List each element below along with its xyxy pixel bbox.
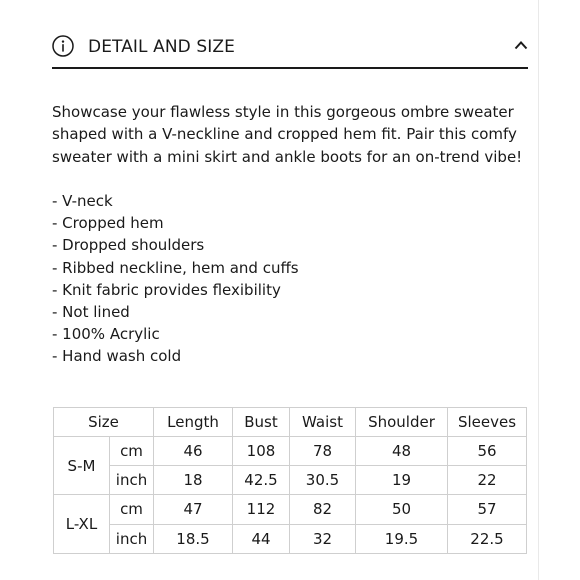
table-cell: 18: [154, 466, 233, 495]
section-title: DETAIL AND SIZE: [88, 37, 235, 57]
header-divider: [52, 67, 528, 69]
size-chart-table: [53, 407, 527, 554]
column-header-shoulder: Shoulder: [356, 408, 448, 437]
detail-size-accordion-header[interactable]: [52, 32, 528, 68]
column-header-waist: Waist: [290, 408, 356, 437]
unit-label: inch: [110, 524, 154, 553]
table-cell: 112: [233, 495, 290, 524]
table-cell: 56: [448, 437, 527, 466]
column-header-length: Length: [154, 408, 233, 437]
unit-label: cm: [110, 495, 154, 524]
feature-item: - Hand wash cold: [52, 347, 182, 366]
feature-list: [52, 190, 299, 368]
table-cell: 32: [290, 524, 356, 553]
table-cell: 22.5: [448, 524, 527, 553]
feature-item: - V-neck: [52, 192, 113, 210]
table-cell: 44: [233, 524, 290, 553]
table-cell: 108: [233, 437, 290, 466]
feature-item: - Not lined: [52, 303, 130, 322]
table-cell: 30.5: [290, 466, 356, 495]
table-cell: 48: [356, 437, 448, 466]
column-header-sleeves: Sleeves: [448, 408, 527, 437]
table-cell: 82: [290, 495, 356, 524]
table-row: [54, 466, 527, 495]
table-cell: 50: [356, 495, 448, 524]
table-row: [54, 495, 527, 524]
size-label: L-XL: [54, 495, 110, 553]
info-circle-icon: [52, 35, 74, 57]
unit-label: cm: [110, 437, 154, 466]
page-edge-divider: [538, 0, 539, 580]
feature-item: - Dropped shoulders: [52, 236, 205, 255]
table-cell: 57: [448, 495, 527, 524]
table-cell: 42.5: [233, 466, 290, 495]
size-label: S-M: [54, 437, 110, 495]
table-cell: 78: [290, 437, 356, 466]
table-row: [54, 437, 527, 466]
column-header-bust: Bust: [233, 408, 290, 437]
table-header-row: [54, 408, 527, 437]
table-cell: 47: [154, 495, 233, 524]
feature-item: - Cropped hem: [52, 214, 164, 233]
table-row: [54, 524, 527, 553]
table-cell: 46: [154, 437, 233, 466]
product-description: Showcase your flawless style in this gorgeous ombre sweater shaped with a V-neckline and cropped hem fit. Pair this comfy sweater with a mini skirt and ankle boots for an on-trend vibe!: [52, 103, 523, 166]
feature-item: - Knit fabric provides flexibility: [52, 280, 281, 299]
table-cell: 18.5: [154, 524, 233, 553]
chevron-up-icon[interactable]: [514, 40, 528, 50]
feature-item: - 100% Acrylic: [52, 325, 160, 344]
table-cell: 19: [356, 466, 448, 495]
table-cell: 19.5: [356, 524, 448, 553]
unit-label: inch: [110, 466, 154, 495]
table-cell: 22: [448, 466, 527, 495]
column-header-size: Size: [54, 408, 154, 437]
feature-item: - Ribbed neckline, hem and cuffs: [52, 258, 299, 277]
